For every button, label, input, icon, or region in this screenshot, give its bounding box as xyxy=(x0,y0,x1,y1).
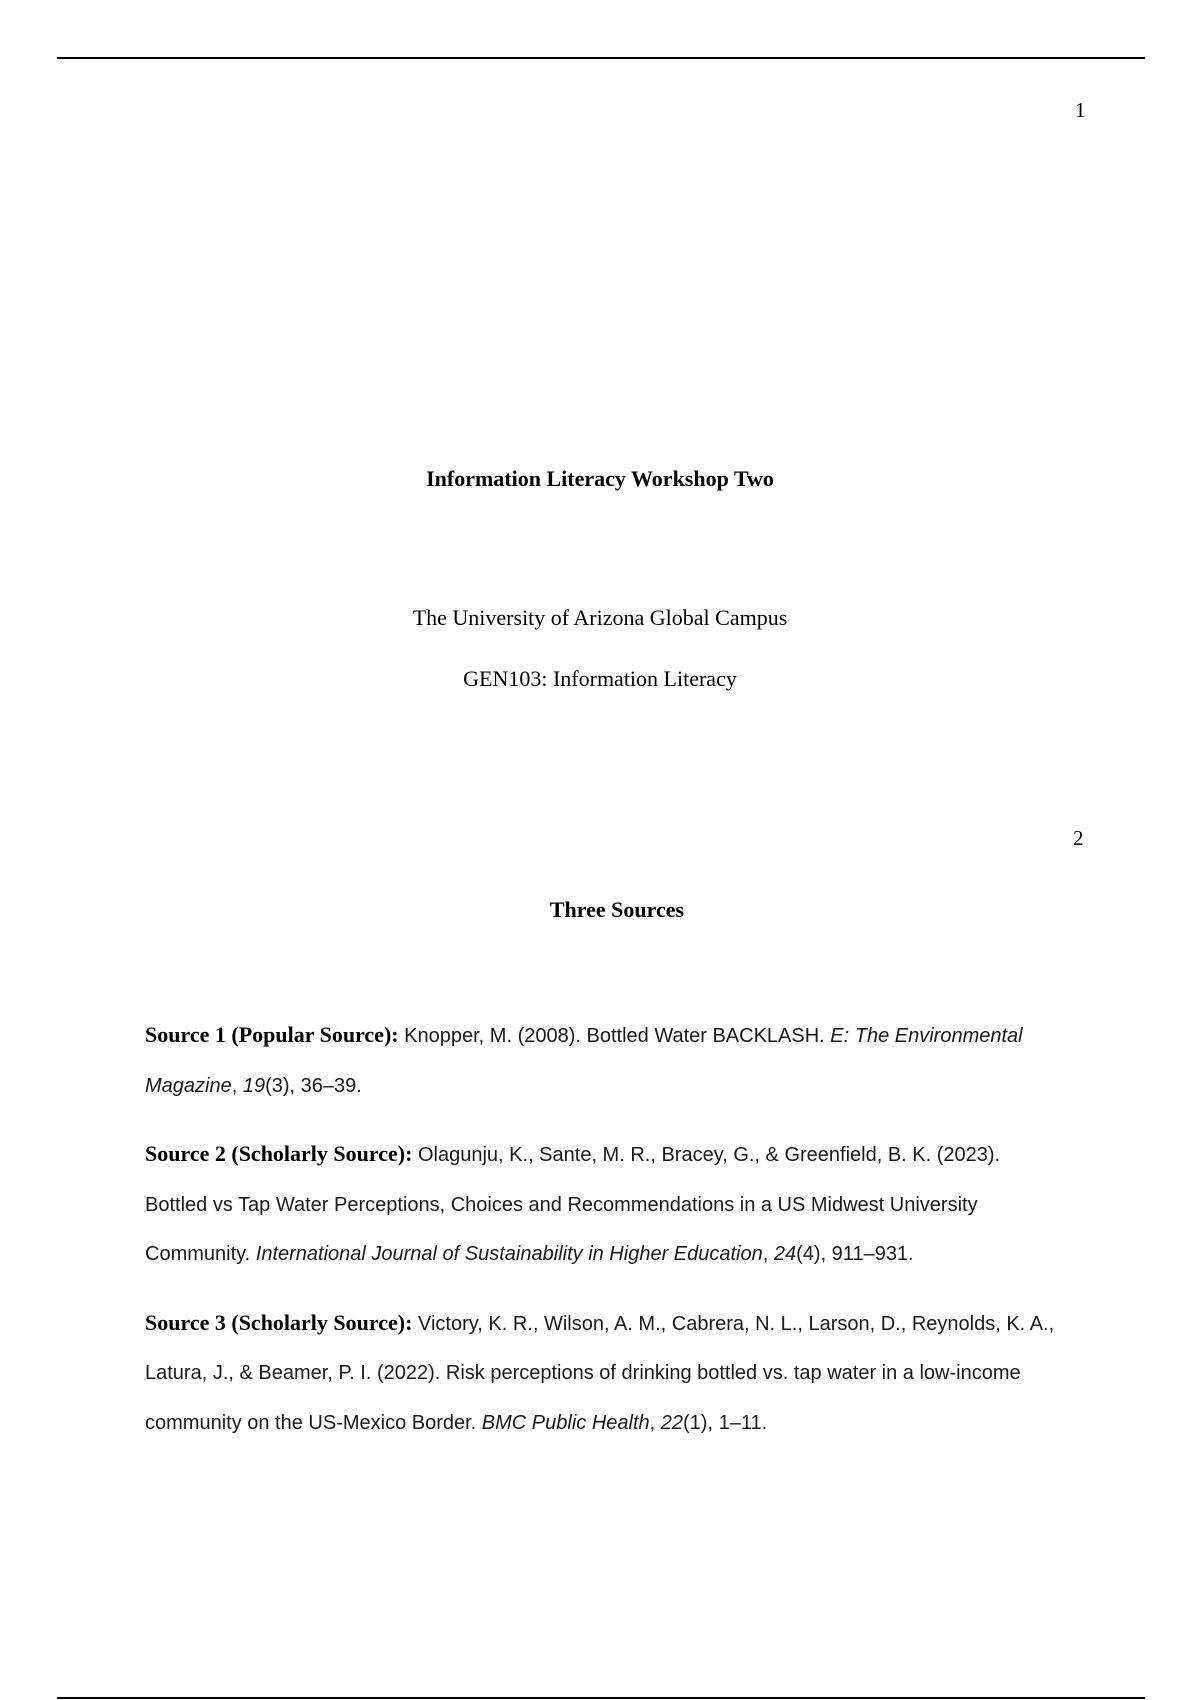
references-heading: Three Sources xyxy=(549,897,685,922)
source-entry-2 xyxy=(145,1129,1065,1280)
source-issue-pages: (1), 1–11. xyxy=(683,1411,768,1434)
source-citation: Olagunju, K., Sante, M. R., Bracey, G., & Greenfield, B. K. (2023). Bottled vs Tap Water Perceptions, Choices and Recommendations in a US Midwest University Community. xyxy=(145,1144,1001,1265)
source-entry-3 xyxy=(145,1298,1065,1449)
institution-name: The University of Arizona Global Campus xyxy=(412,605,788,630)
source-journal: BMC Public Health xyxy=(481,1411,650,1434)
source-issue-pages: (4), 911–931. xyxy=(796,1243,914,1265)
source-label: Source 1 (Popular Source): xyxy=(145,1022,399,1047)
source-issue-pages: (3), 36–39. xyxy=(265,1074,362,1097)
source-volume: 24 xyxy=(773,1243,797,1265)
page-bottom-rule xyxy=(57,1697,1145,1699)
source-separator: , xyxy=(762,1243,774,1265)
source-volume: 19 xyxy=(242,1074,266,1097)
page-top-rule xyxy=(57,57,1145,59)
source-volume: 22 xyxy=(660,1411,684,1434)
source-separator: , xyxy=(649,1411,661,1434)
source-separator: , xyxy=(231,1074,243,1097)
source-entry-1 xyxy=(145,1010,1065,1111)
source-label: Source 2 (Scholarly Source): xyxy=(145,1141,413,1166)
sources-list xyxy=(145,1010,1065,1466)
page-number-2: 2 xyxy=(1073,826,1084,850)
course-name: GEN103: Information Literacy xyxy=(463,666,737,691)
page-number-1: 1 xyxy=(1075,98,1086,122)
source-journal: E: The Environmental Magazine xyxy=(145,1025,1023,1097)
source-citation: Victory, K. R., Wilson, A. M., Cabrera, N. L., Larson, D., Reynolds, K. A., Latura, J., & Beamer, P. I. (2022). Risk perceptions of drinking bottled vs. tap water in a low-income community on the US-Mexico Border. xyxy=(145,1312,1055,1434)
source-label: Source 3 (Scholarly Source): xyxy=(145,1309,413,1335)
title-page-title: Information Literacy Workshop Two xyxy=(426,466,774,491)
source-citation: Knopper, M. (2008). Bottled Water BACKLASH. xyxy=(398,1025,831,1047)
source-journal: International Journal of Sustainability in Higher Education xyxy=(255,1243,763,1265)
